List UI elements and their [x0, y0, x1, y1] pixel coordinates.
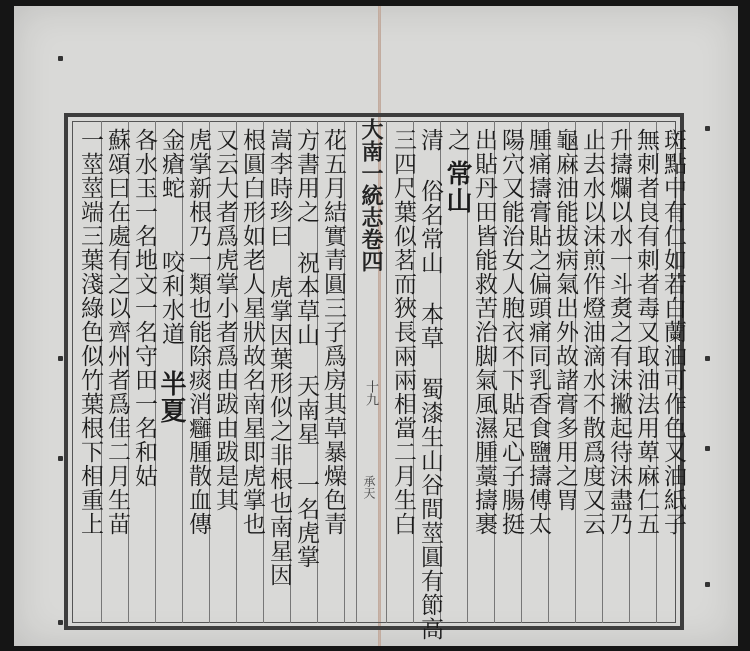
text-column: 止去水以沫煎作燈油滴水不散爲度又云 [579, 128, 605, 536]
text-column: 各水玉一名地文一名守田一名和姑 [131, 128, 157, 488]
punch-dot [705, 356, 710, 361]
text-column: 虎掌新根乃一類也能除痰消癰腫散血傳 [185, 128, 211, 536]
text-column: 又云大者爲虎掌小者爲由跋由跋是其 [212, 128, 238, 512]
punch-dot [705, 582, 710, 587]
text-column: 出貼丹田皆能救苦治脚氣風濕腫藁擣裹 [471, 128, 497, 536]
text-column: 陽穴又能治女人胞衣不下貼足心子腸挺 [498, 128, 524, 536]
text-column: 清 俗名常山 本草 蜀漆生山谷間莖圓有節高 [417, 128, 443, 641]
text-column: 蘇頌曰在處有之以齊州者爲佳二月生苗 [104, 128, 130, 536]
text-column: 花五月結實青圓三子爲房其草暴燥色青 [320, 128, 346, 536]
text-column: 嵩李時珍曰 虎掌因葉形似之非根也南星因 [266, 128, 292, 587]
punch-dot [58, 56, 63, 61]
volume-label: 卷四 [358, 228, 384, 272]
text-column: 斑點中有仁如若白蘭油可作色又油紙子 [660, 128, 686, 536]
book-title-center [356, 118, 387, 272]
text-column: 金瘡蛇 [158, 128, 184, 200]
text-column: 無刺者良有刺者毒又取油法用萆麻仁五 [633, 128, 659, 536]
punch-dot [58, 456, 63, 461]
punch-dot [58, 356, 63, 361]
text-column: 之 [444, 128, 470, 152]
punch-dot [705, 446, 710, 451]
section-tab: 承天 [362, 475, 376, 499]
text-column: 龜麻油能拔病氣出外故諸膏多用之胃 [552, 128, 578, 512]
page-number: 十九 [363, 380, 378, 406]
text-column: 一莖莖端三葉淺綠色似竹葉根下相重上 [77, 128, 103, 536]
text-column: 根圓白形如老人星狀故名南星即虎掌也 [239, 128, 265, 536]
text-column: 升擣爛以水一斗煑之有沫撇起待沫盡乃 [606, 128, 632, 536]
text-column: 咬利水道 [158, 250, 184, 346]
text-column: 方書用之 祝本草山 天南星 一名虎掌 [293, 128, 319, 569]
punch-dot [58, 620, 63, 625]
punch-dot [705, 126, 710, 131]
book-title: 大南一統志 [358, 118, 384, 228]
text-column: 三四尺葉似茗而狹長兩兩相當二月生白 [390, 128, 416, 536]
entry-heading: 常山 [442, 160, 472, 214]
entry-heading: 半夏 [156, 370, 186, 424]
text-column: 腫痛擣膏貼之偏頭痛同乳香食鹽擣傅太 [525, 128, 551, 536]
